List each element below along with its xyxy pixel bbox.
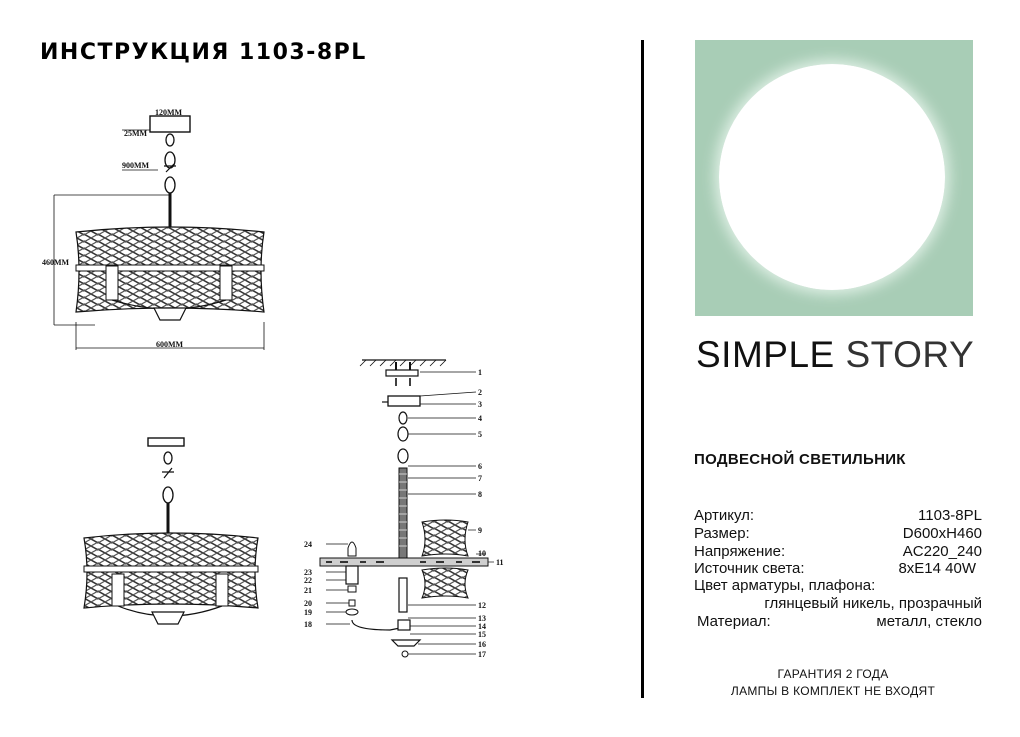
spec-value: AC220_240 <box>902 543 982 560</box>
spec-value: металл, стекло <box>876 613 982 630</box>
spec-value: D600xH460 <box>902 525 982 542</box>
spec-row-voltage <box>694 543 982 560</box>
part-number-1: 1 <box>478 368 482 377</box>
lamps-note: ЛАМПЫ В КОМПЛЕКТ НЕ ВХОДЯТ <box>730 684 936 698</box>
dim-canopy-height-label: 25MM <box>124 129 148 138</box>
part-number-18: 18 <box>304 620 312 629</box>
part-number-20: 20 <box>304 599 312 608</box>
spec-label: Размер: <box>694 525 750 542</box>
part-number-14: 14 <box>478 622 486 631</box>
dim-canopy-label: 120MM <box>155 108 183 117</box>
spec-color-label: Цвет арматуры, плафона: <box>694 577 876 594</box>
part-number-24: 24 <box>304 540 312 549</box>
part-number-11: 11 <box>496 558 504 567</box>
spec-color-value: глянцевый никель, прозрачный <box>764 595 982 612</box>
spec-value: 1103-8PL <box>918 507 982 524</box>
perspective-drawing <box>84 438 258 624</box>
part-number-8: 8 <box>478 490 482 499</box>
dim-diameter-label: 600MM <box>156 340 184 349</box>
page-title: ИНСТРУКЦИЯ 1103-8PL <box>40 40 367 65</box>
brand-logo <box>696 334 974 376</box>
footer-notes <box>700 666 966 700</box>
spec-label: Напряжение: <box>694 543 786 560</box>
vertical-divider <box>641 40 644 698</box>
spec-row-light-source <box>694 560 976 577</box>
part-number-17: 17 <box>478 650 486 659</box>
part-number-4: 4 <box>478 414 482 423</box>
part-number-22: 22 <box>304 576 312 585</box>
brand-part1: SIMPLE <box>696 334 835 375</box>
part-number-21: 21 <box>304 586 312 595</box>
spec-row-size <box>694 525 982 542</box>
part-number-3: 3 <box>478 400 482 409</box>
spec-row-material <box>697 613 982 630</box>
part-number-5: 5 <box>478 430 482 439</box>
spec-row-article <box>694 507 982 524</box>
spec-value: 8xE14 40W <box>898 560 976 577</box>
part-number-12: 12 <box>478 601 486 610</box>
part-number-19: 19 <box>304 608 312 617</box>
part-number-16: 16 <box>478 640 486 649</box>
part-number-2: 2 <box>478 388 482 397</box>
lamp-glow <box>719 64 945 290</box>
dim-chain-label: 900MM <box>122 161 150 170</box>
part-number-15: 15 <box>478 630 486 639</box>
spec-label: Артикул: <box>694 507 755 524</box>
dim-height-label: 460MM <box>42 258 70 267</box>
part-number-6: 6 <box>478 462 482 471</box>
part-number-9: 9 <box>478 526 482 535</box>
spec-label: Источник света: <box>694 560 805 577</box>
part-number-10: 10 <box>478 549 486 558</box>
part-number-13: 13 <box>478 614 486 623</box>
part-number-23: 23 <box>304 568 312 577</box>
dimension-drawing <box>42 108 264 350</box>
product-image <box>695 40 973 316</box>
brand-part2: STORY <box>845 334 975 375</box>
spec-label: Материал: <box>697 613 771 630</box>
exploded-drawing <box>304 360 504 659</box>
warranty-note: ГАРАНТИЯ 2 ГОДА <box>777 667 889 681</box>
part-number-7: 7 <box>478 474 482 483</box>
product-type: ПОДВЕСНОЙ СВЕТИЛЬНИК <box>694 451 906 468</box>
